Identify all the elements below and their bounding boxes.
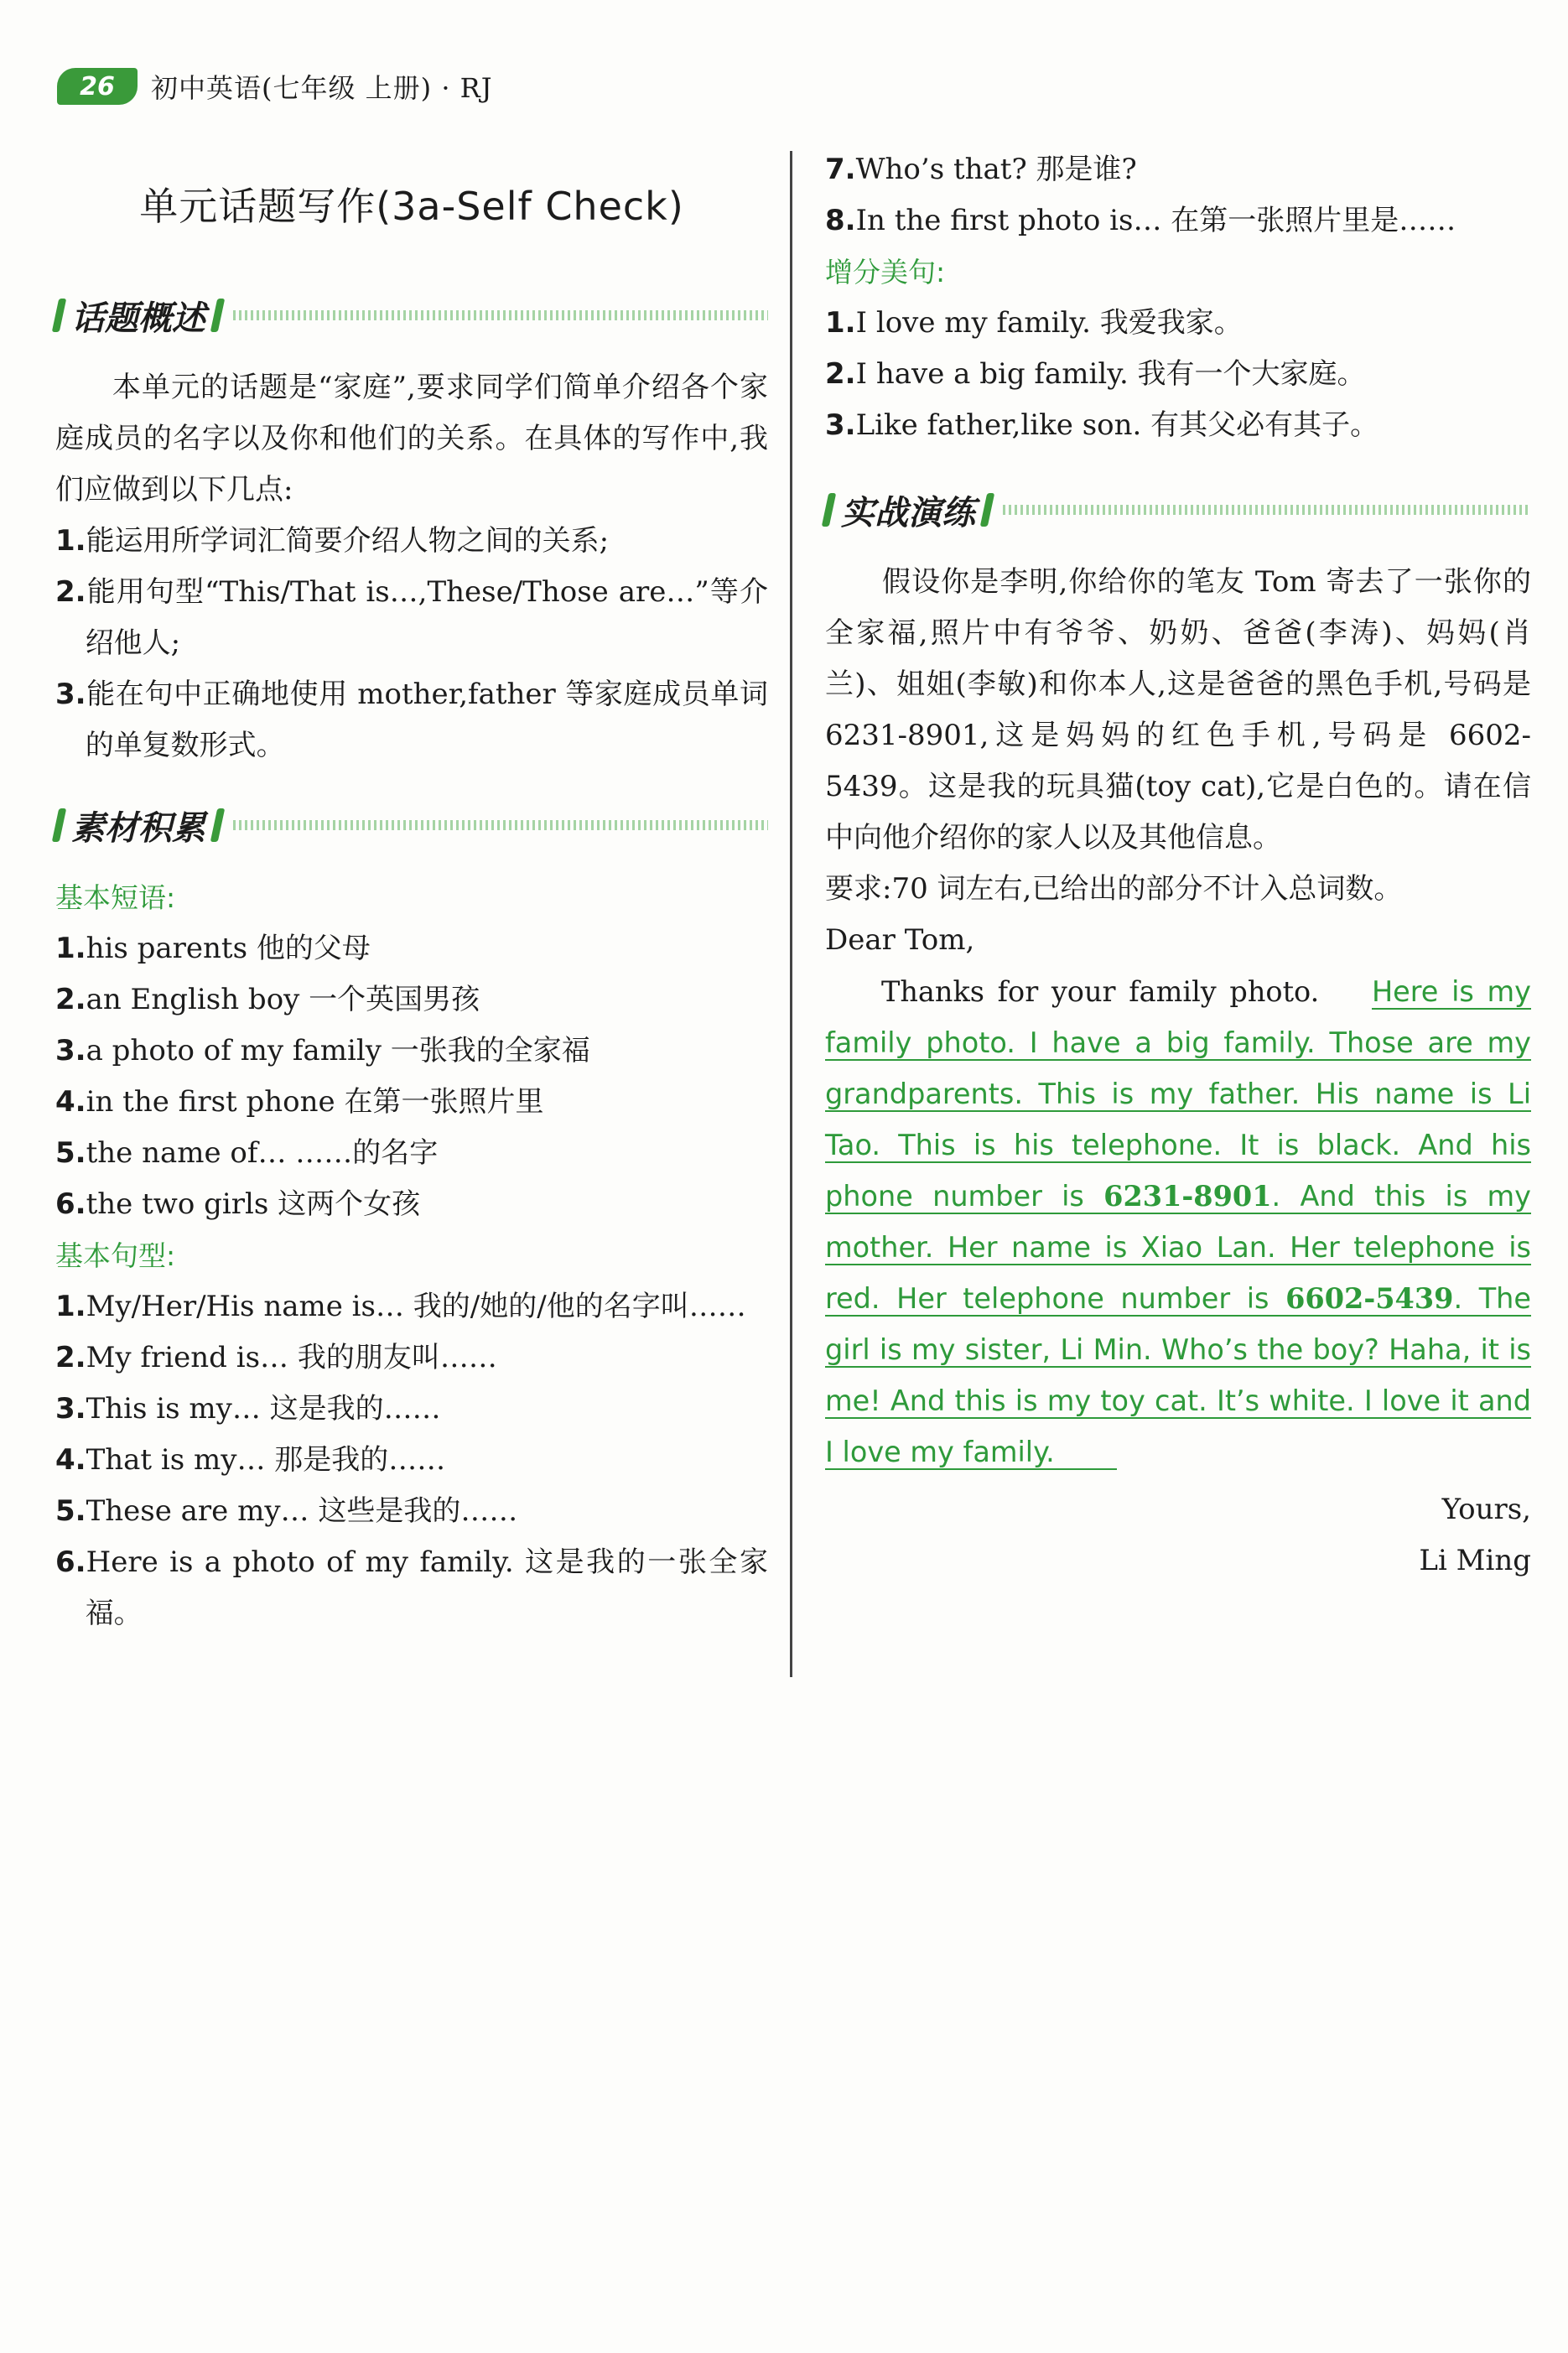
answer-text: . The girl is my sister, Li Min. Who’s the boy? Haha, it is me! And this is my toy cat. It’s white. I love it and I love my family. [825, 1282, 1532, 1468]
section-title: 话题概述 [71, 299, 205, 338]
item-text: the two girls 这两个女孩 [86, 1187, 421, 1221]
list-item [825, 298, 1531, 349]
item-text: My/Her/His name is… 我的/她的/他的名字叫…… [86, 1290, 746, 1323]
overview-point [55, 516, 768, 567]
letter-body [825, 966, 1531, 1478]
item-text: the name of… ……的名字 [86, 1136, 439, 1170]
list-item [55, 1077, 768, 1128]
item-number: 7. [825, 153, 856, 186]
list-item [55, 1179, 768, 1230]
practice-requirement: 要求:70 词左右,已给出的部分不计入总词数。 [825, 872, 1403, 906]
section-bar-icon [210, 808, 226, 842]
item-number: 1. [55, 1290, 86, 1323]
list-item [55, 1486, 768, 1537]
item-number: 3. [55, 678, 86, 711]
list-item [55, 1435, 768, 1486]
item-text: an English boy 一个英国男孩 [86, 983, 480, 1016]
letter-greeting: Dear Tom, [825, 923, 975, 957]
item-text: Who’s that? 那是谁? [855, 153, 1137, 186]
item-number: 6. [55, 1545, 86, 1579]
section-title: 素材积累 [71, 808, 205, 848]
list-item [55, 1281, 768, 1332]
patterns-label: 基本句型: [55, 1239, 176, 1272]
right-column [825, 144, 1531, 1587]
item-number: 5. [55, 1494, 86, 1528]
dotted-rule [233, 310, 768, 320]
section-title: 实战演练 [841, 493, 975, 532]
section-bar-icon [822, 493, 837, 527]
overview-point [55, 567, 768, 669]
list-item [55, 1128, 768, 1179]
answer-number: 6231-8901 [1103, 1180, 1272, 1213]
item-number: 2. [825, 357, 856, 391]
item-number: 2. [55, 1341, 86, 1374]
item-text: I love my family. 我爱我家。 [855, 306, 1243, 340]
item-text: a photo of my family 一张我的全家福 [86, 1034, 590, 1067]
item-text: My friend is… 我的朋友叫…… [86, 1341, 497, 1374]
section-bar-icon [52, 808, 67, 842]
item-text: in the first phone 在第一张照片里 [86, 1085, 544, 1119]
item-text: 能用句型“This/That is…,These/Those are…”等介绍他人; [85, 575, 768, 660]
bonus-label: 增分美句: [825, 256, 946, 288]
list-item [825, 195, 1531, 247]
phrases-label: 基本短语: [55, 881, 176, 914]
item-text: Here is a photo of my family. 这是我的一张全家福。 [85, 1545, 768, 1630]
answer-text: . And this is my mother. Her name is Xiao Lan. Her telephone is red. Her telephone number is [825, 1180, 1531, 1315]
item-number: 1. [55, 524, 86, 558]
item-text: This is my… 这是我的…… [86, 1392, 441, 1426]
book-title: 初中英语(七年级 上册) · RJ [151, 72, 493, 104]
item-text: These are my… 这些是我的…… [86, 1494, 518, 1528]
list-item [825, 144, 1531, 195]
page-header [57, 65, 493, 107]
item-number: 3. [55, 1034, 86, 1067]
section-header-overview [55, 290, 768, 340]
item-text: In the first photo is… 在第一张照片里是…… [855, 204, 1456, 237]
list-item [55, 1332, 768, 1384]
item-text: Like father,like son. 有其父必有其子。 [855, 408, 1379, 442]
letter-signature: Li Ming [1419, 1544, 1531, 1577]
letter-start: Thanks for your family photo. [881, 975, 1320, 1008]
answer-text: Here is my family photo. I have a big family. Those are my grandparents. This is my father. His name is Li Tao. This is his telephone. It is black. And his phone number is [825, 975, 1531, 1213]
item-text: That is my… 那是我的…… [86, 1443, 446, 1477]
list-item [55, 923, 768, 974]
item-number: 4. [55, 1085, 86, 1119]
list-item [825, 349, 1531, 400]
item-number: 2. [55, 575, 86, 609]
item-number: 4. [55, 1443, 86, 1477]
section-bar-icon [980, 493, 995, 527]
answer-number: 6602-5439 [1285, 1282, 1454, 1315]
section-header-practice [825, 485, 1531, 535]
list-item [55, 1384, 768, 1435]
item-number: 1. [55, 932, 86, 965]
section-header-materials [55, 800, 768, 850]
page-number: 26 [57, 68, 138, 105]
list-item [55, 1537, 768, 1639]
dotted-rule [1003, 505, 1531, 515]
unit-title: 单元话题写作(3a-Self Check) [139, 184, 684, 229]
dotted-rule [233, 820, 768, 830]
item-number: 3. [55, 1392, 86, 1426]
item-text: 能运用所学词汇简要介绍人物之间的关系; [86, 524, 610, 558]
item-text: his parents 他的父母 [86, 932, 371, 965]
left-column [55, 143, 768, 1639]
letter-closing: Yours, [1441, 1493, 1531, 1526]
item-number: 1. [825, 306, 856, 340]
item-number: 8. [825, 204, 856, 237]
item-number: 2. [55, 983, 86, 1016]
section-bar-icon [210, 299, 226, 332]
item-number: 6. [55, 1187, 86, 1221]
section-bar-icon [52, 299, 67, 332]
overview-intro: 本单元的话题是“家庭”,要求同学们简单介绍各个家庭成员的名字以及你和他们的关系。在具体的写作中,我们应做到以下几点: [55, 371, 768, 506]
column-divider [790, 151, 792, 1677]
list-item [55, 1026, 768, 1077]
list-item [55, 974, 768, 1026]
item-text: I have a big family. 我有一个大家庭。 [855, 357, 1366, 391]
item-number: 5. [55, 1136, 86, 1170]
list-item [825, 400, 1531, 451]
practice-prompt: 假设你是李明,你给你的笔友 Tom 寄去了一张你的全家福,照片中有爷爷、奶奶、爸爸(李涛)、妈妈(肖兰)、姐姐(李敏)和你本人,这是爸爸的黑色手机,号码是 6231-8901,这是妈妈的红色手机,号码是 6602-5439。这是我的玩具猫(toy cat),它是白色的。请在信中向他介绍你的家人以及其他信息。 [825, 565, 1531, 854]
overview-point [55, 669, 768, 771]
item-number: 3. [825, 408, 856, 442]
item-text: 能在句中正确地使用 mother,father 等家庭成员单词的单复数形式。 [85, 678, 768, 762]
